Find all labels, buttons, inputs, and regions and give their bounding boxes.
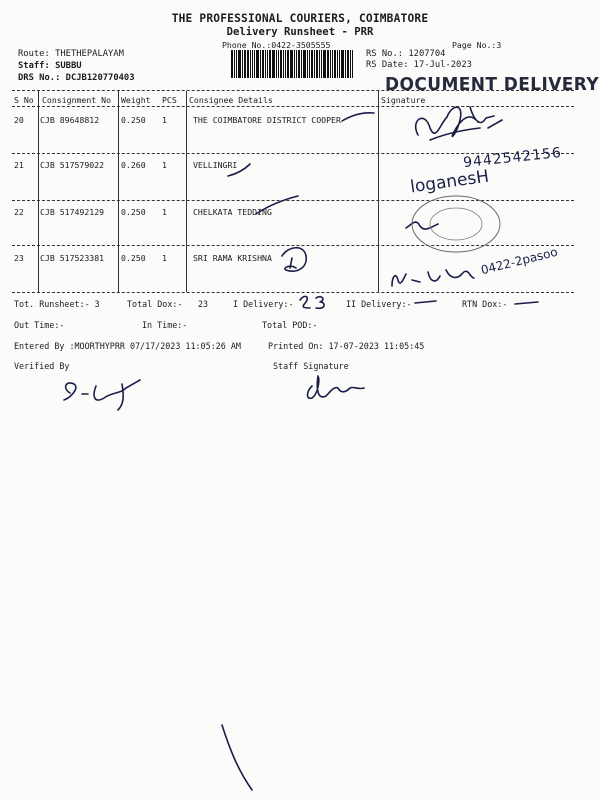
route-label: Route: <box>18 49 50 59</box>
rs-date-label: RS Date: <box>366 60 409 70</box>
entered-by: Entered By :MOORTHYPRR 07/17/2023 11:05:26 AM <box>14 341 241 351</box>
total-pod: Total POD:- <box>262 320 318 330</box>
row-pcs: 1 <box>162 253 167 263</box>
row-pcs: 1 <box>162 115 167 125</box>
rs-no-label: RS No.: <box>366 49 404 59</box>
row-sno: 23 <box>14 253 24 263</box>
row-consignment: CJB 517579022 <box>40 160 105 170</box>
verified-by: Verified By <box>14 361 70 371</box>
row-consignee: VELLINGRI <box>193 160 238 170</box>
company-stamp <box>404 192 504 256</box>
printed-on: Printed On: 17-07-2023 11:05:45 <box>268 341 425 351</box>
row-weight: 0.250 <box>121 207 146 217</box>
row-consignee: THE COIMBATORE DISTRICT COOPER <box>193 115 341 125</box>
col-header-pcs: PCS <box>162 95 177 105</box>
col-header-sno: S No <box>14 95 34 105</box>
row-consignment: CJB 517492129 <box>40 207 105 217</box>
row-sno: 20 <box>14 115 24 125</box>
staff-value: SUBBU <box>55 61 82 71</box>
drs-value: DCJB120770403 <box>65 73 135 83</box>
row-weight: 0.250 <box>121 253 146 263</box>
rs-no-value: 1207704 <box>408 49 446 59</box>
row-sno: 21 <box>14 160 24 170</box>
row-handnote: 0422-2pasoo <box>479 244 559 278</box>
col-header-weight: Weight <box>121 95 151 105</box>
document-delivery-stamp: DOCUMENT DELIVERY <box>385 74 600 96</box>
col-header-consignee: Consignee Details <box>189 95 273 105</box>
page-number: Page No.:3 <box>452 40 502 50</box>
row-consignment: CJB 89648812 <box>40 115 100 125</box>
drs-label: DRS No.: <box>18 73 61 83</box>
rs-date-value: 17-Jul-2023 <box>413 60 472 70</box>
row-consignee: SRI RAMA KRISHNA <box>193 253 272 263</box>
row-consignment: CJB 517523381 <box>40 253 105 263</box>
in-time: In Time:- <box>142 320 188 330</box>
row-weight: 0.250 <box>121 115 146 125</box>
total-dox-value: 23 <box>198 299 209 309</box>
row-sno: 22 <box>14 207 24 217</box>
col-header-signature: Signature <box>381 95 426 105</box>
col-header-consignment: Consignment No <box>42 95 112 105</box>
row-pcs: 1 <box>162 207 167 217</box>
total-runsheet: Tot. Runsheet:- 3 <box>14 299 100 309</box>
row-pcs: 1 <box>162 160 167 170</box>
row-weight: 0.260 <box>121 160 146 170</box>
phone-number: Phone No.:0422-3505555 <box>222 40 331 50</box>
route-value: THETHEPALAYAM <box>55 49 124 59</box>
ii-delivery-label: II Delivery:- <box>346 299 412 309</box>
row-handnote: 9442542156 <box>462 144 563 172</box>
row-consignee: CHELKATA TEDDING <box>193 207 272 217</box>
runsheet-subtitle: Delivery Runsheet - PRR <box>226 26 374 38</box>
i-delivery-label: I Delivery:- <box>233 299 294 309</box>
row-handnote: loganesH <box>408 166 491 198</box>
staff-signature-label: Staff Signature <box>273 361 349 371</box>
rtn-dox-label: RTN Dox:- <box>462 299 508 309</box>
company-title: THE PROFESSIONAL COURIERS, COIMBATORE <box>171 12 429 25</box>
out-time: Out Time:- <box>14 320 65 330</box>
total-dox-label: Total Dox:- <box>127 299 183 309</box>
staff-label: Staff: <box>18 61 50 71</box>
